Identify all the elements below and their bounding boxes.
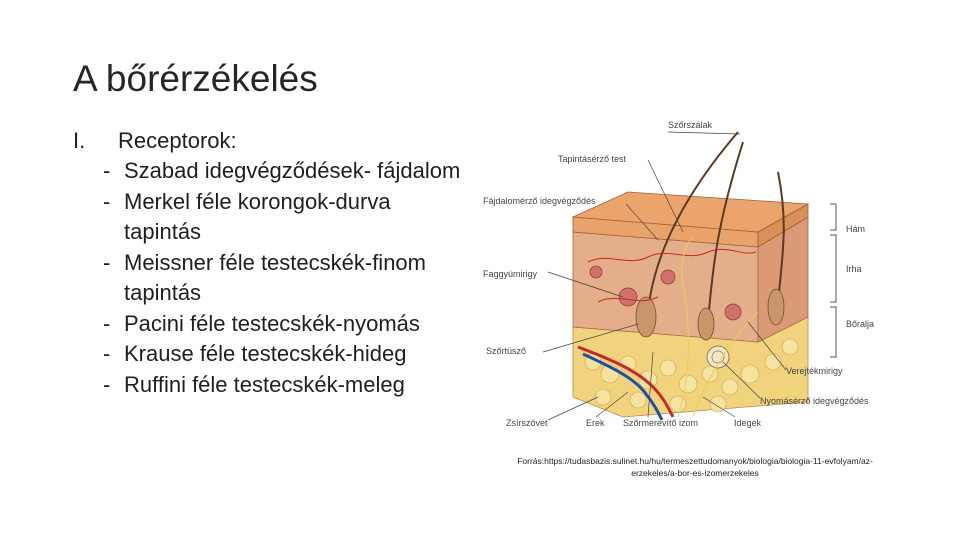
layer-brackets <box>830 204 836 357</box>
receptor-list <box>73 156 473 400</box>
label-sweat-gland: Verejtékmirigy <box>786 366 843 376</box>
list-item: - Ruffini féle testecskék-meleg <box>103 371 405 397</box>
label-epidermis: Hám <box>846 224 866 234</box>
list-item: - Meissner féle testecskék-finom tapintás <box>103 249 426 305</box>
list-item: - Krause féle testecskék-hideg <box>103 341 407 366</box>
receptor-outline <box>73 126 473 400</box>
label-pain-nerve-ending: Fájdalomérző idegvégződés <box>483 196 596 206</box>
list-item: - Szabad idegvégződések- fájdalom <box>103 158 461 183</box>
label-hair-follicle: Szőrtüsző <box>486 346 527 356</box>
label-hypodermis: Bőralja <box>846 319 875 329</box>
list-item: - Pacini féle testecskék-nyomás <box>103 310 420 336</box>
label-fat-tissue: Zsírszövet <box>506 418 548 428</box>
label-sebaceous-gland: Faggyúmirigy <box>483 269 538 279</box>
label-hair-shafts: Szőrszálak <box>668 120 713 130</box>
list-item: - Merkel féle korongok-durva tapintás <box>103 188 391 244</box>
skin-diagram <box>478 112 918 434</box>
section-heading: Receptorok: <box>118 128 237 153</box>
label-arrector-muscle: Szőrmerevítő izom <box>623 418 699 428</box>
label-nerves: Idegek <box>734 418 762 428</box>
section-heading-row <box>73 126 473 156</box>
source-citation: Forrás:https://tudasbazis.sulinet.hu/hu/termeszettudomanyok/biologia/biologia-11-evfolyam/az-erzekeles/a-bor-es-izomerzekeles <box>517 456 873 478</box>
page-title: A bőrérzékelés <box>73 58 318 99</box>
skin-cross-section-illustration <box>478 112 918 434</box>
label-pressure-nerve-ending: Nyomásérző idegvégződés <box>760 396 869 406</box>
dermis-front <box>573 232 758 342</box>
label-dermis: Irha <box>846 264 862 274</box>
label-touch-corpuscle: Tapintásérző test <box>558 154 627 164</box>
section-number: I. <box>73 128 86 153</box>
label-vessels: Erek <box>586 418 605 428</box>
